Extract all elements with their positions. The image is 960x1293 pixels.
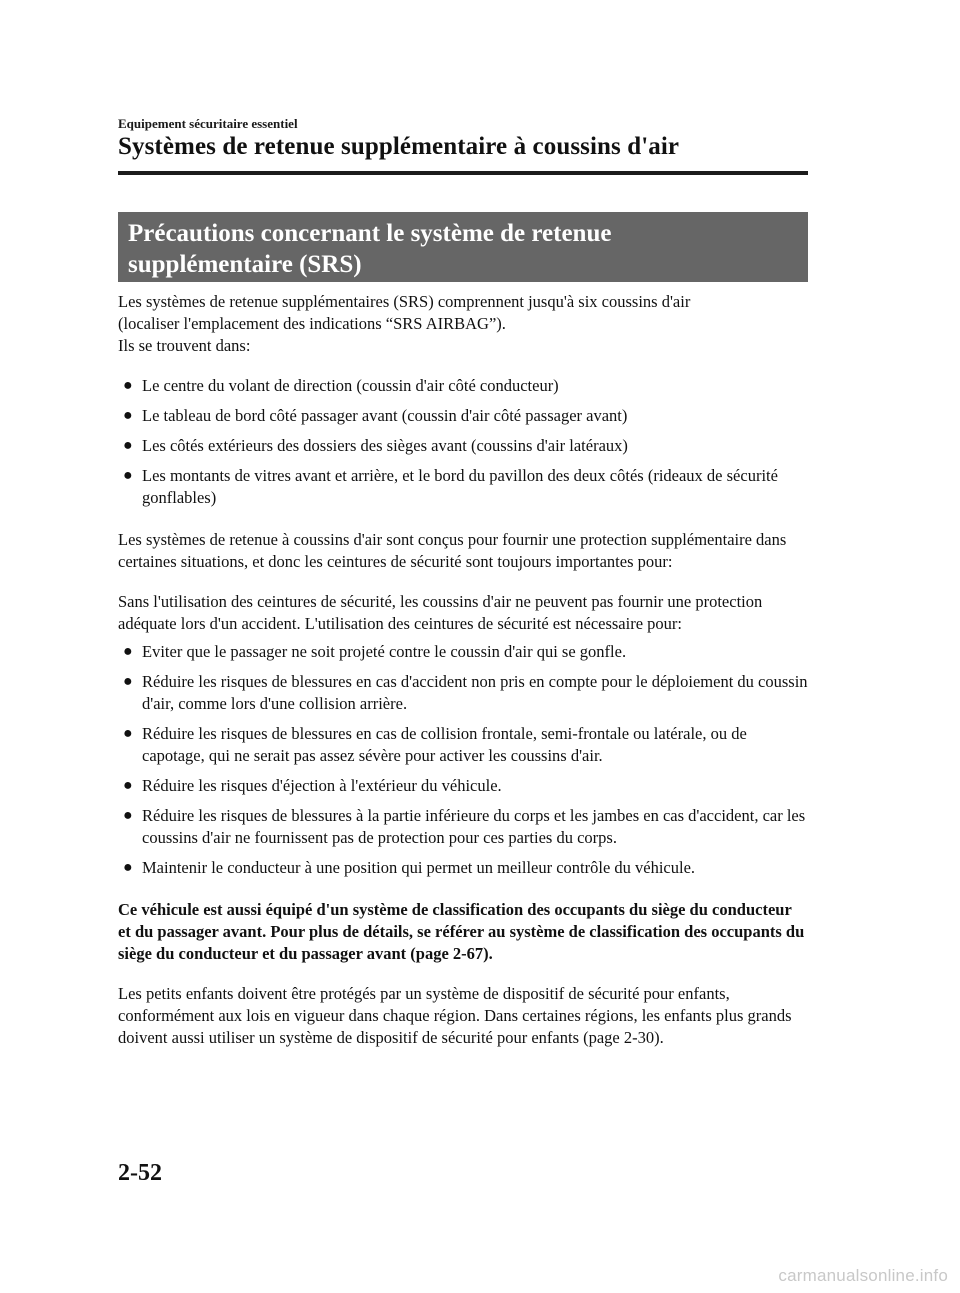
list-item-text: Le centre du volant de direction (coussin d'air côté conducteur) xyxy=(142,376,559,395)
list-item xyxy=(118,857,808,879)
list-item-text: Réduire les risques de blessures en cas d'accident non pris en compte pour le déploiement du coussin d'air, comme lors d'une collision arrière. xyxy=(142,672,808,713)
bullet-icon: ● xyxy=(123,777,133,794)
bullet-icon: ● xyxy=(123,467,133,484)
page-content xyxy=(118,291,808,1049)
watermark: carmanualsonline.info xyxy=(778,1266,948,1285)
section-heading-line-1: Précautions concernant le système de retenue xyxy=(128,220,612,247)
list-item xyxy=(118,435,808,457)
bullet-icon: ● xyxy=(123,807,133,824)
list-item xyxy=(118,775,808,797)
bullet-icon: ● xyxy=(123,643,133,660)
airbag-locations-list xyxy=(118,375,808,509)
list-item-text: Le tableau de bord côté passager avant (coussin d'air côté passager avant) xyxy=(142,406,628,425)
list-item xyxy=(118,723,808,767)
paragraph-child-restraint: Les petits enfants doivent être protégés par un système de dispositif de sécurité pour enfants, conformément aux lois en vigueur dans chaque région. Dans certaines régions, les enfants plus grands doivent aussi utiliser un système de dispositif de sécurité pour enfants (page 2-30). xyxy=(118,984,792,1047)
list-item-text: Réduire les risques de blessures à la partie inférieure du corps et les jambes en cas d'accident, car les coussins d'air ne fournissent pas de protection pour ces parties du corps. xyxy=(142,806,806,847)
bullet-icon: ● xyxy=(123,673,133,690)
paragraph-seatbelt-importance: Les systèmes de retenue à coussins d'air sont conçus pour fournir une protection supplémentaire dans certaines situations, et donc les ceintures de sécurité sont toujours importantes pour: xyxy=(118,530,787,571)
title-divider xyxy=(118,171,808,175)
list-item xyxy=(118,641,808,663)
bullet-icon: ● xyxy=(123,407,133,424)
seatbelt-reasons-list xyxy=(118,641,808,879)
list-item-text: Les côtés extérieurs des dossiers des sièges avant (coussins d'air latéraux) xyxy=(142,436,628,455)
bullet-icon: ● xyxy=(123,377,133,394)
list-item xyxy=(118,465,808,509)
page-title: Systèmes de retenue supplémentaire à coussins d'air xyxy=(118,133,680,160)
bullet-icon: ● xyxy=(123,437,133,454)
list-item-text: Maintenir le conducteur à une position qui permet un meilleur contrôle du véhicule. xyxy=(142,858,696,877)
list-item xyxy=(118,375,808,397)
page-number: 2-52 xyxy=(118,1160,162,1186)
intro-line-1: Les systèmes de retenue supplémentaires (SRS) comprennent jusqu'à six coussins d'air xyxy=(118,292,691,311)
list-item xyxy=(118,671,808,715)
bullet-icon: ● xyxy=(123,725,133,742)
list-item-text: Eviter que le passager ne soit projeté contre le coussin d'air qui se gonfle. xyxy=(142,642,627,661)
section-heading-line-2: supplémentaire (SRS) xyxy=(128,251,362,278)
paragraph-seatbelt-necessity: Sans l'utilisation des ceintures de sécurité, les coussins d'air ne peuvent pas fournir une protection adéquate lors d'un accident. L'utilisation des ceintures de sécurité est nécessaire pour: xyxy=(118,592,763,633)
breadcrumb: Equipement sécuritaire essentiel xyxy=(118,116,298,131)
intro-line-2: (localiser l'emplacement des indications “SRS AIRBAG”). xyxy=(118,314,506,333)
section-heading-banner xyxy=(118,212,808,282)
occupant-classification-note: Ce véhicule est aussi équipé d'un système de classification des occupants du siège du conducteur et du passager avant. Pour plus de détails, se référer au système de classification des occupants du siège du conducteur et du passager avant (page 2-67). xyxy=(118,900,805,963)
list-item-text: Réduire les risques d'éjection à l'extérieur du véhicule. xyxy=(142,776,502,795)
list-item-text: Réduire les risques de blessures en cas de collision frontale, semi-frontale ou latérale, ou de capotage, qui ne serait pas assez sévère pour activer les coussins d'air. xyxy=(142,724,747,765)
intro-line-3: Ils se trouvent dans: xyxy=(118,336,251,355)
list-item xyxy=(118,405,808,427)
bullet-icon: ● xyxy=(123,859,133,876)
list-item xyxy=(118,805,808,849)
list-item-text: Les montants de vitres avant et arrière, et le bord du pavillon des deux côtés (rideaux de sécurité gonflables) xyxy=(142,466,778,507)
